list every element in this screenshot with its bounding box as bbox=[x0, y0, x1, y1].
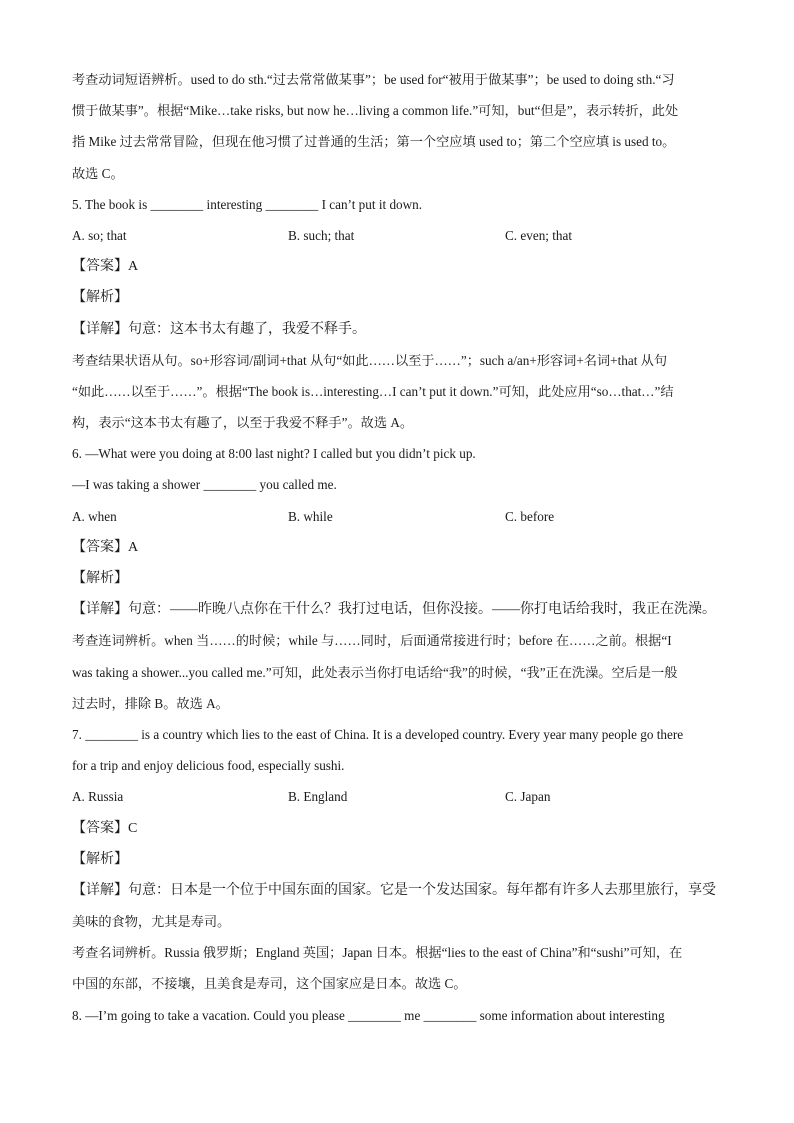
detail-line: 构，表示“这本书太有趣了，以至于我爱不释手”。故选 A。 bbox=[72, 415, 414, 431]
question-6-stem: 6. —What were you doing at 8:00 last night? I called but you didn’t pick up. bbox=[72, 446, 476, 462]
detail-line: 【详解】句意：——昨晚八点你在干什么？我打过电话，但你没接。——你打电话给我时，我正在洗澡。 bbox=[72, 602, 716, 618]
question-5-options bbox=[72, 220, 727, 251]
explanation-line: 惯于做某事”。根据“Mike…take risks, but now he…living a common life.”可知，but“但是”，表示转折，此处 bbox=[72, 103, 679, 119]
answer-label: 【答案】A bbox=[72, 259, 139, 275]
question-7-options bbox=[72, 781, 727, 812]
option-b: B. England bbox=[288, 789, 348, 805]
option-b: B. such; that bbox=[288, 227, 355, 243]
document-page bbox=[72, 64, 727, 1031]
option-b: B. while bbox=[288, 508, 333, 524]
question-6-stem: —I was taking a shower ________ you called me. bbox=[72, 477, 337, 493]
option-c: C. even; that bbox=[505, 227, 573, 243]
answer-label: 【答案】C bbox=[72, 820, 138, 836]
option-a: A. so; that bbox=[72, 227, 127, 243]
detail-line: 【详解】句意：日本是一个位于中国东面的国家。它是一个发达国家。每年都有许多人去那里旅行，享受 bbox=[72, 882, 716, 898]
option-a: A. when bbox=[72, 508, 117, 524]
option-c: C. before bbox=[505, 508, 555, 524]
analysis-label: 【解析】 bbox=[72, 851, 128, 867]
analysis-label: 【解析】 bbox=[72, 290, 128, 306]
question-8-stem: 8. —I’m going to take a vacation. Could you please ________ me ________ some information about interesting bbox=[72, 1007, 665, 1023]
question-7-stem: 7. ________ is a country which lies to the east of China. It is a developed country. Every year many people go there bbox=[72, 726, 684, 742]
question-6-options bbox=[72, 501, 727, 532]
detail-line: 考查连词辨析。when 当……的时候；while 与……同时，后面通常接进行时；before 在……之前。根据“I bbox=[72, 633, 672, 649]
detail-line: 美味的食物，尤其是寿司。 bbox=[72, 914, 231, 930]
detail-line: 中国的东部，不接壤，且美食是寿司，这个国家应是日本。故选 C。 bbox=[72, 976, 467, 992]
question-5-stem: 5. The book is ________ interesting ________ I can’t put it down. bbox=[72, 196, 423, 212]
detail-line: 考查结果状语从句。so+形容词/副词+that 从句“如此……以至于……”；such a/an+形容词+名词+that 从句 bbox=[72, 352, 668, 368]
option-a: A. Russia bbox=[72, 789, 124, 805]
explanation-line: 故选 C。 bbox=[72, 165, 124, 181]
question-7-stem: for a trip and enjoy delicious food, especially sushi. bbox=[72, 758, 345, 774]
detail-line: was taking a shower...you called me.”可知，此处表示当你打电话给“我”的时候，“我”正在洗澡。空后是一般 bbox=[72, 664, 678, 680]
option-c: C. Japan bbox=[505, 789, 551, 805]
detail-line: 考查名词辨析。Russia 俄罗斯；England 英国；Japan 日本。根据“lies to the east of China”和“sushi”可知，在 bbox=[72, 945, 683, 961]
detail-line: 【详解】句意：这本书太有趣了，我爱不释手。 bbox=[72, 321, 366, 337]
answer-label: 【答案】A bbox=[72, 539, 139, 555]
explanation-line: 指 Mike 过去常常冒险，但现在他习惯了过普通的生活；第一个空应填 used to；第二个空应填 is used to。 bbox=[72, 134, 676, 150]
detail-line: 过去时，排除 B。故选 A。 bbox=[72, 695, 229, 711]
explanation-line: 考查动词短语辨析。used to do sth.“过去常常做某事”；be used for“被用于做某事”；be used to doing sth.“习 bbox=[72, 72, 675, 87]
analysis-label: 【解析】 bbox=[72, 571, 128, 586]
detail-line: “如此……以至于……”。根据“The book is…interesting…I can’t put it down.”可知，此处应用“so…that…”结 bbox=[72, 383, 674, 399]
